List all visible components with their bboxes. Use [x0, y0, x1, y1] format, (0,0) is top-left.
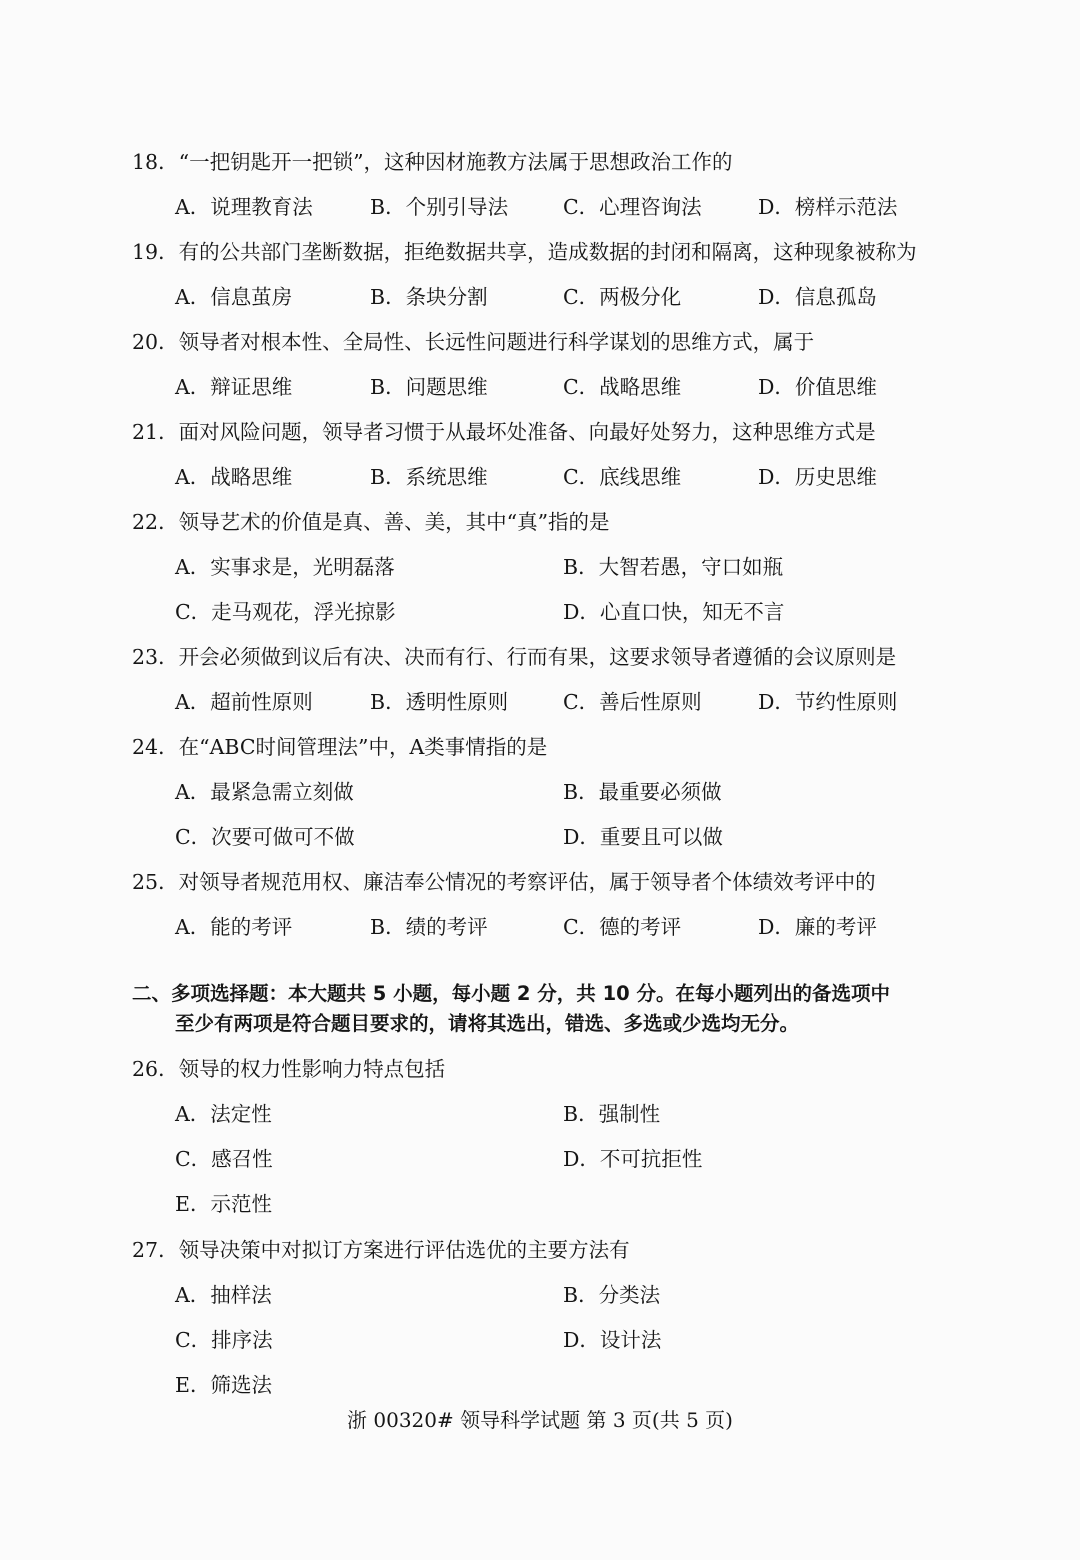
section-2-heading-line2: 至少有两项是符合题目要求的，请将其选出，错选、多选或少选均无分。 — [175, 1012, 800, 1035]
question-23-stem: 23．开会必须做到议后有决、决而有行、行而有果，这要求领导者遵循的会议原则是 — [132, 645, 897, 669]
q27-option-a: A．抽样法 — [175, 1283, 272, 1307]
q24-option-a: A．最紧急需立刻做 — [175, 780, 354, 804]
q24-option-c: C．次要可做可不做 — [175, 825, 355, 849]
q25-option-a: A．能的考评 — [175, 915, 293, 939]
q26-option-c: C．感召性 — [175, 1147, 273, 1171]
q19-option-a: A．信息茧房 — [175, 285, 293, 309]
q27-option-b: B．分类法 — [563, 1283, 661, 1307]
q20-option-c: C．战略思维 — [563, 375, 682, 399]
q27-option-d: D．设计法 — [563, 1328, 662, 1352]
q21-option-b: B．系统思维 — [370, 465, 488, 489]
q26-option-b: B．强制性 — [563, 1102, 661, 1126]
question-18-stem: 18．“一把钥匙开一把锁”，这种因材施教方法属于思想政治工作的 — [132, 150, 733, 174]
q22-option-a: A．实事求是，光明磊落 — [175, 555, 395, 579]
q22-option-d: D．心直口快，知无不言 — [563, 600, 785, 624]
question-26-stem: 26．领导的权力性影响力特点包括 — [132, 1057, 446, 1081]
q20-option-a: A．辩证思维 — [175, 375, 293, 399]
q24-option-b: B．最重要必须做 — [563, 780, 722, 804]
question-21-stem: 21．面对风险问题，领导者习惯于从最坏处准备、向最好处努力，这种思维方式是 — [132, 420, 876, 444]
q18-option-a: A．说理教育法 — [175, 195, 313, 219]
q22-option-c: C．走马观花，浮光掠影 — [175, 600, 396, 624]
q19-option-b: B．条块分割 — [370, 285, 488, 309]
q19-option-d: D．信息孤岛 — [758, 285, 877, 309]
q24-option-d: D．重要且可以做 — [563, 825, 723, 849]
q18-option-d: D．榜样示范法 — [758, 195, 898, 219]
question-20-stem: 20．领导者对根本性、全局性、长远性问题进行科学谋划的思维方式，属于 — [132, 330, 815, 354]
q27-option-e: E．筛选法 — [175, 1373, 272, 1397]
q21-option-a: A．战略思维 — [175, 465, 293, 489]
q18-option-b: B．个别引导法 — [370, 195, 509, 219]
q23-option-d: D．节约性原则 — [758, 690, 898, 714]
q19-option-c: C．两极分化 — [563, 285, 682, 309]
question-19-stem: 19．有的公共部门垄断数据，拒绝数据共享，造成数据的封闭和隔离，这种现象被称为 — [132, 240, 917, 264]
q18-option-c: C．心理咨询法 — [563, 195, 702, 219]
question-22-stem: 22．领导艺术的价值是真、善、美，其中“真”指的是 — [132, 510, 610, 534]
q23-option-b: B．透明性原则 — [370, 690, 509, 714]
q21-option-d: D．历史思维 — [758, 465, 877, 489]
q21-option-c: C．底线思维 — [563, 465, 682, 489]
q20-option-b: B．问题思维 — [370, 375, 488, 399]
q26-option-e: E．示范性 — [175, 1192, 272, 1216]
question-27-stem: 27．领导决策中对拟订方案进行评估选优的主要方法有 — [132, 1238, 630, 1262]
q20-option-d: D．价值思维 — [758, 375, 877, 399]
q23-option-c: C．善后性原则 — [563, 690, 702, 714]
q22-option-b: B．大智若愚，守口如瓶 — [563, 555, 784, 579]
q25-option-c: C．德的考评 — [563, 915, 682, 939]
question-24-stem: 24．在“ABC时间管理法”中，A类事情指的是 — [132, 735, 548, 759]
q25-option-b: B．绩的考评 — [370, 915, 488, 939]
q27-option-c: C．排序法 — [175, 1328, 273, 1352]
section-2-heading-line1: 二、多项选择题：本大题共 5 小题，每小题 2 分，共 10 分。在每小题列出的备选项中 — [132, 982, 891, 1005]
question-25-stem: 25．对领导者规范用权、廉洁奉公情况的考察评估，属于领导者个体绩效考评中的 — [132, 870, 876, 894]
q26-option-d: D．不可抗拒性 — [563, 1147, 703, 1171]
q26-option-a: A．法定性 — [175, 1102, 272, 1126]
q25-option-d: D．廉的考评 — [758, 915, 877, 939]
page-footer: 浙 00320# 领导科学试题 第 3 页(共 5 页) — [347, 1408, 733, 1432]
q23-option-a: A．超前性原则 — [175, 690, 313, 714]
